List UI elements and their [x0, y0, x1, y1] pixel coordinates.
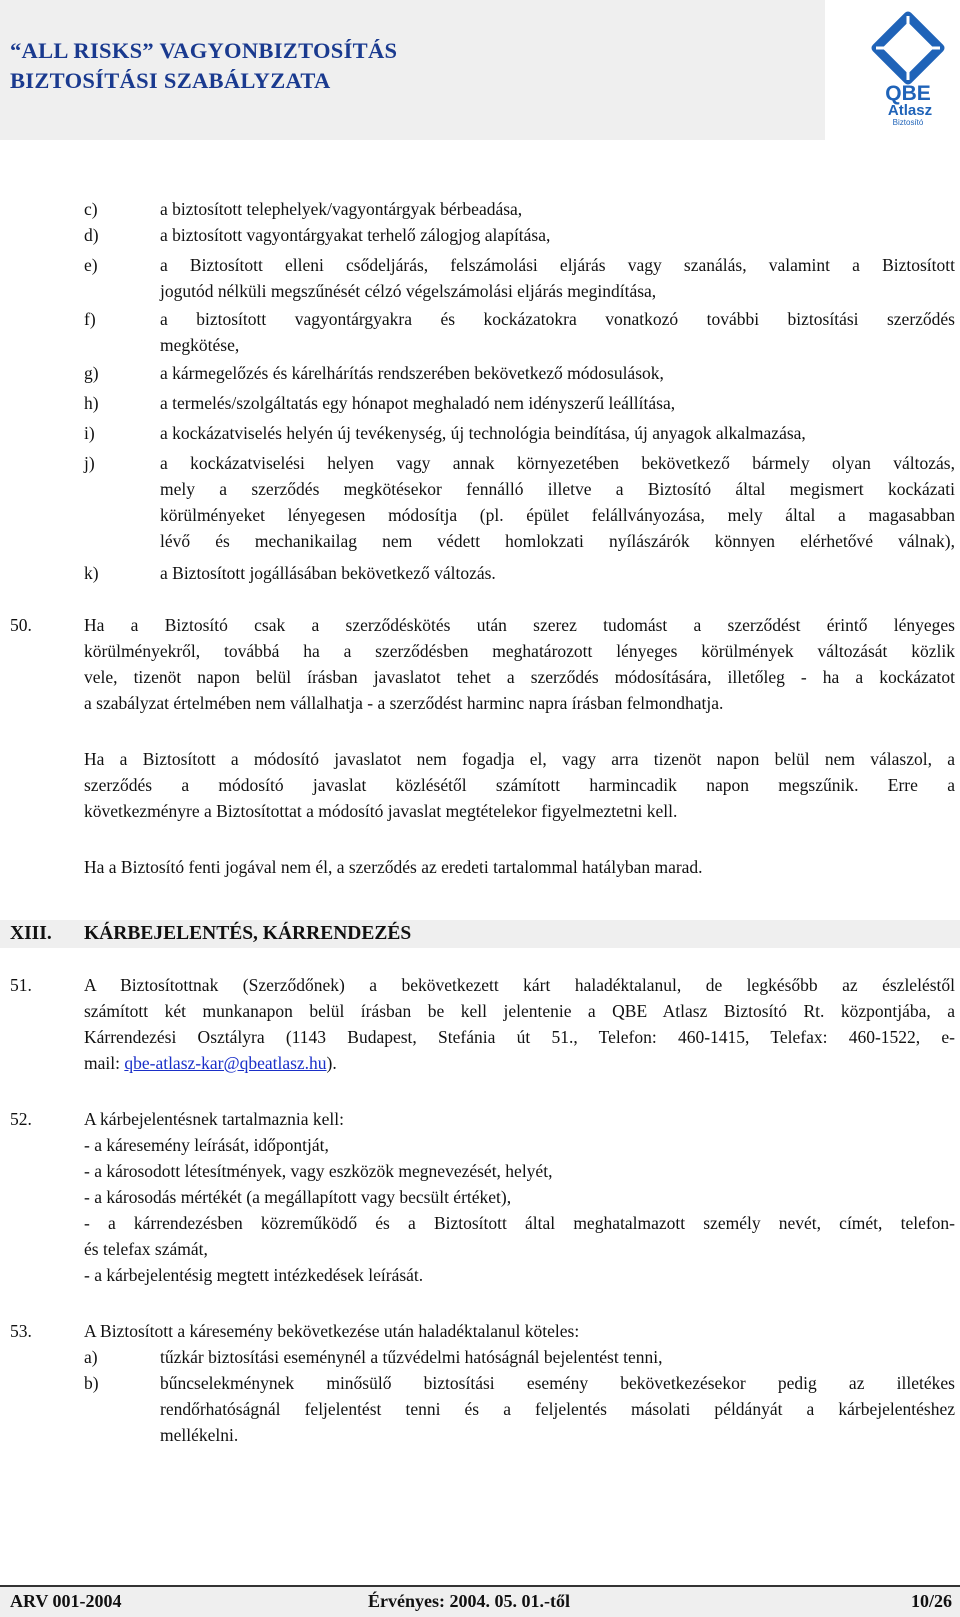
section-heading [0, 920, 960, 948]
paragraph-line: a szabályzat értelmében nem vállalhatja - a szerződést harminc napra írásban felmondhatja. [84, 693, 724, 713]
list-item-label: a) [84, 1347, 98, 1367]
logo-qbe-text: QBE [885, 82, 931, 105]
page-footer [0, 1585, 960, 1617]
list-item-text: tűzkár biztosítási eseménynél a tűzvédelmi hatóságnál bejelentést tenni, [160, 1347, 663, 1367]
paragraph-number: 53. [10, 1321, 32, 1341]
list-item-label: b) [84, 1373, 99, 1393]
list-item-text: mely a szerződés megkötésekor fennálló illetve a Biztosító által megismert kockázati [160, 479, 955, 499]
list-item: - a káresemény leírását, időpontját, [84, 1135, 329, 1155]
list-item-text: rendőrhatóságnál feljelentést tenni és a feljelentés másolati példányát a kárbejelentéshez [160, 1399, 955, 1419]
list-item-label: e) [84, 255, 98, 275]
paragraph-line [84, 1050, 955, 1076]
list-item-text: a termelés/szolgáltatás egy hónapot meghaladó nem idényszerű leállítása, [160, 393, 676, 413]
list-item-text: a biztosított telephelyek/vagyontárgyak bérbeadása, [160, 199, 523, 219]
paragraph-line: Kárrendezési Osztályra (1143 Budapest, Stefánia út 51., Telefon: 460-1415, Telefax: 460-1522, e- [84, 1027, 955, 1047]
list-item-text: a kockázatviselés helyén új tevékenység, új technológia beindítása, új anyagok alkalmazása, [160, 423, 806, 443]
qbe-logo-icon [862, 8, 954, 126]
paragraph-line: következményre a Biztosítottat a módosító javaslat megtételekor figyelmeztetni kell. [84, 801, 678, 821]
list-item-label: d) [84, 225, 99, 245]
validity-date: Érvényes: 2004. 05. 01.-től [368, 1591, 570, 1611]
list-item-text: a kármegelőzés és kárelhárítás rendszerében bekövetkező módosulások, [160, 363, 664, 383]
list-item-text: körülményeket lényegesen módosítja (pl. épület felállványozása, mely által a magasabban [160, 505, 955, 525]
list-item-label: c) [84, 199, 98, 219]
paragraph-line: Ha a Biztosító fenti jogával nem él, a szerződés az eredeti tartalommal hatályban marad. [84, 857, 703, 877]
paragraph-line: szerződés a módosító javaslat közlésétől számított harmincadik napon megszűnik. Erre a [84, 775, 955, 795]
email-link[interactable]: qbe-atlasz-kar@qbeatlasz.hu [124, 1053, 327, 1073]
list-item-label: k) [84, 563, 99, 583]
paragraph-line: Ha a Biztosított a módosító javaslatot nem fogadja el, vagy arra tizenöt napon belül nem válaszol, a [84, 749, 955, 769]
list-item-label: h) [84, 393, 99, 413]
title-line-1: “ALL RISKS” VAGYONBIZTOSÍTÁS [10, 38, 398, 63]
document-title [10, 36, 530, 96]
paragraph-line: A Biztosított a káresemény bekövetkezése után haladéktalanul köteles: [84, 1321, 580, 1341]
paragraph-line: körülményekről, továbbá ha a szerződésben meghatározott lényeges körülmények változását közlik [84, 641, 955, 661]
logo-biztosito-text: Biztosító [892, 118, 924, 126]
list-item-label: i) [84, 423, 95, 443]
email-suffix: ). [326, 1053, 337, 1073]
list-item-text: megkötése, [160, 335, 240, 355]
email-prefix: mail: [84, 1053, 125, 1073]
page-header [0, 0, 825, 140]
logo-atlasz-text: Atlasz [887, 102, 933, 119]
page-number: 10/26 [910, 1591, 952, 1611]
list-item-text: a biztosított vagyontárgyakat terhelő zálogjog alapítása, [160, 225, 551, 245]
list-item: - a kárbejelentésig megtett intézkedések leírását. [84, 1265, 424, 1285]
title-line-2: BIZTOSÍTÁSI SZABÁLYZATA [10, 68, 331, 93]
list-item-text: a biztosított vagyontárgyakra és kockázatokra vonatkozó további biztosítási szerződés [160, 309, 955, 329]
paragraph-line: Ha a Biztosító csak a szerződéskötés után szerez tudomást a szerződést érintő lényeges [84, 615, 955, 635]
list-item-label: j) [84, 453, 95, 473]
list-item-text: a kockázatviselési helyen vagy annak környezetében bekövetkező bármely olyan változás, [160, 453, 955, 473]
list-item-label: g) [84, 363, 99, 383]
list-item: - a károsodás mértékét (a megállapított vagy becsült értéket), [84, 1187, 512, 1207]
list-item-text: mellékelni. [160, 1425, 239, 1445]
list-item-label: f) [84, 309, 96, 329]
paragraph-number: 50. [10, 615, 32, 635]
list-item-text: lévő és mechanikailag nem védett homlokzati nyílászárók könnyen elérhetővé válnak), [160, 531, 955, 551]
section-number: XIII. [10, 923, 52, 944]
list-item: - a károsodott létesítmények, vagy eszközök megnevezését, helyét, [84, 1161, 553, 1181]
paragraph-number: 52. [10, 1109, 32, 1129]
paragraph-line: A kárbejelentésnek tartalmaznia kell: [84, 1109, 344, 1129]
paragraph-line: A Biztosítottnak (Szerződőnek) a bekövetkezett kárt haladéktalanul, de legkésőbb az észleléstől [84, 975, 955, 995]
list-item-text: jogutód nélküli megszűnését célzó végelszámolási eljárás megindítása, [160, 281, 657, 301]
list-item: és telefax számát, [84, 1239, 208, 1259]
qbe-atlasz-logo [862, 8, 954, 126]
paragraph-line: számított két munkanapon belül írásban be kell jelentenie a QBE Atlasz Biztosító Rt. központjába, a [84, 1001, 955, 1021]
section-title: KÁRBEJELENTÉS, KÁRRENDEZÉS [84, 923, 412, 944]
list-item-text: bűncselekménynek minősülő biztosítási esemény bekövetkezésekor pedig az illetékes [160, 1373, 955, 1393]
list-item: - a kárrendezésben közreműködő és a Biztosított által meghatalmazott személy nevét, címét, telefon- [84, 1213, 955, 1233]
paragraph-line: vele, tizenöt napon belül írásban javaslatot tehet a szerződés módosítására, illetőleg - ha a kockázatot [84, 667, 955, 687]
list-item-text: a Biztosított jogállásában bekövetkező változás. [160, 563, 496, 583]
list-item-text: a Biztosított elleni csődeljárás, felszámolási eljárás vagy szanálás, valamint a Biztosított [160, 255, 955, 275]
paragraph-number: 51. [10, 975, 32, 995]
document-code: ARV 001-2004 [10, 1591, 122, 1611]
